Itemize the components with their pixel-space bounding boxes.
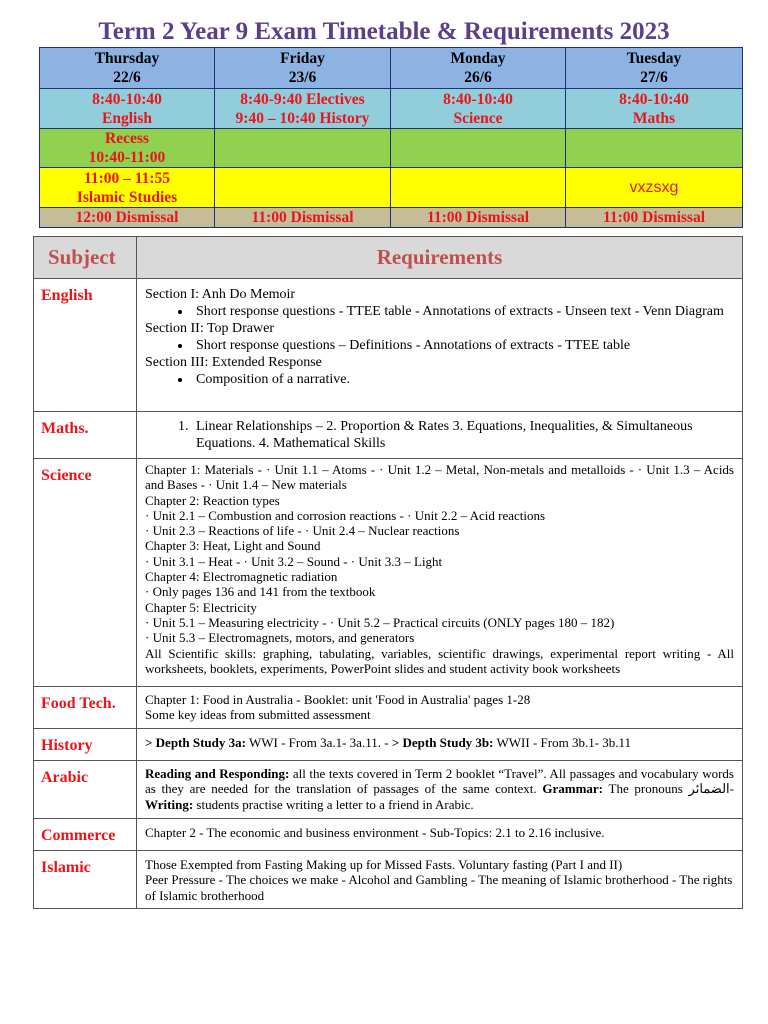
- english-s1-bullet: • Short response questions - TTEE table - Annotations of extracts - Unseen text - Venn Diagram: [192, 303, 734, 320]
- timetable-recess-row: [40, 128, 743, 167]
- page-title: Term 2 Year 9 Exam Timetable & Requirements 2023: [98, 18, 670, 45]
- english-requirements: Section I: Anh Do Memoir • Short response questions - TTEE table - Annotations of extracts - Unseen text - Venn Diagram Section II: Top Drawer • Short response questions – Definitions - Annotations of extracts - TTEE table Section III: Extended Response • Composition of a narrative.: [137, 279, 743, 412]
- subject-islamic: Islamic: [34, 851, 137, 909]
- recess-empty-cell: [566, 128, 743, 167]
- day-header-tuesday: Tuesday 27/6: [566, 48, 743, 89]
- day-header-friday: Friday 23/6: [215, 48, 391, 89]
- subject-maths: Maths.: [34, 412, 137, 459]
- requirement-row-english: [34, 279, 743, 412]
- science-requirements: Chapter 1: Materials - · Unit 1.1 – Atoms - · Unit 1.2 – Metal, Non-metals and metalloids - · Unit 1.3 – Acids and Bases - · Unit 1.4 – New materials Chapter 2: Reaction types · Unit 2.1 – Combustion and corrosion reactions - · Unit 2.2 – Acid reactions · Unit 2.3 – Reactions of life - · Unit 2.4 – Nuclear reactions Chapter 3: Heat, Light and Sound · Unit 3.1 – Heat - · Unit 3.2 – Sound - · Unit 3.3 – Light Chapter 4: Electromagnetic radiation · Only pages 136 and 141 from the textbook Chapter 5: Electricity · Unit 5.1 – Measuring electricity - · Unit 5.2 – Practical circuits (ONLY pages 180 – 182) · Unit 5.3 – Electromagnets, motors, and generators All Scientific skills: graphing, tabulating, variables, scientific drawings, experimental report writing - All worksheets, booklets, experiments, PowerPoint slides and student activity book worksheets: [137, 459, 743, 687]
- english-s2-bullet: • Short response questions – Definitions - Annotations of extracts - TTEE table: [192, 337, 734, 354]
- dismissal-thursday: 12:00 Dismissal: [40, 207, 215, 227]
- recess-cell: Recess 10:40-11:00: [40, 128, 215, 167]
- history-requirements: > Depth Study 3a: WWI - From 3a.1- 3a.11. - > Depth Study 3b: WWII - From 3b.1- 3b.11: [137, 729, 743, 761]
- requirements-header: Requirements: [137, 237, 743, 279]
- recess-empty-cell: [215, 128, 391, 167]
- exam-cell-friday: 8:40-9:40 Electives 9:40 – 10:40 History: [215, 89, 391, 128]
- islamic-requirements: Those Exempted from Fasting Making up for Missed Fasts. Voluntary fasting (Part I and II) Peer Pressure - The choices we make - Alcohol and Gambling - The meaning of Islamic brotherhood - The rights of Islamic brotherhood: [137, 851, 743, 909]
- arabic-requirements: Reading and Responding: all the texts covered in Term 2 booklet “Travel”. All passages and vocabulary words as they are needed for the translation of passages of the same context. Grammar: The pronouns الضمائر- Writing: students practise writing a letter to a friend in Arabic.: [137, 761, 743, 819]
- requirement-row-arabic: [34, 761, 743, 819]
- requirements-table: [33, 236, 743, 909]
- exam-cell-thursday: 8:40-10:40 English: [40, 89, 215, 128]
- requirements-header-row: [34, 237, 743, 279]
- requirement-row-science: [34, 459, 743, 687]
- requirement-row-maths: [34, 412, 743, 459]
- exam-timetable: [39, 47, 743, 228]
- islamic-empty-cell: [215, 168, 391, 207]
- timetable-dismissal-row: [40, 207, 743, 227]
- requirement-row-islamic: [34, 851, 743, 909]
- subject-header: Subject: [34, 237, 137, 279]
- english-s3-bullet: • Composition of a narrative.: [192, 371, 734, 388]
- requirement-row-history: [34, 729, 743, 761]
- dismissal-friday: 11:00 Dismissal: [215, 207, 391, 227]
- exam-cell-monday: 8:40-10:40 Science: [391, 89, 566, 128]
- subject-commerce: Commerce: [34, 819, 137, 851]
- timetable-days-row: [40, 48, 743, 89]
- islamic-studies-cell: 11:00 – 11:55 Islamic Studies: [40, 168, 215, 207]
- maths-item: 1. Linear Relationships – 2. Proportion & Rates 3. Equations, Inequalities, & Simultaneous Equations. 4. Mathematical Skills: [192, 418, 734, 452]
- requirement-row-commerce: [34, 819, 743, 851]
- subject-history: History: [34, 729, 137, 761]
- day-header-thursday: Thursday 22/6: [40, 48, 215, 89]
- recess-empty-cell: [391, 128, 566, 167]
- commerce-requirements: Chapter 2 - The economic and business environment - Sub-Topics: 2.1 to 2.16 inclusive.: [137, 819, 743, 851]
- subject-foodtech: Food Tech.: [34, 687, 137, 729]
- foodtech-requirements: Chapter 1: Food in Australia - Booklet: unit 'Food in Australia' pages 1-28 Some key ideas from submitted assessment: [137, 687, 743, 729]
- subject-science: Science: [34, 459, 137, 687]
- requirement-row-foodtech: [34, 687, 743, 729]
- tuesday-note-cell: vxzsxg: [566, 168, 743, 207]
- subject-arabic: Arabic: [34, 761, 137, 819]
- day-header-monday: Monday 26/6: [391, 48, 566, 89]
- subject-english: English: [34, 279, 137, 412]
- maths-requirements: [137, 412, 743, 459]
- timetable-exam-row: [40, 89, 743, 128]
- dismissal-monday: 11:00 Dismissal: [391, 207, 566, 227]
- dismissal-tuesday: 11:00 Dismissal: [566, 207, 743, 227]
- exam-cell-tuesday: 8:40-10:40 Maths: [566, 89, 743, 128]
- timetable-islamic-row: [40, 168, 743, 207]
- islamic-empty-cell: [391, 168, 566, 207]
